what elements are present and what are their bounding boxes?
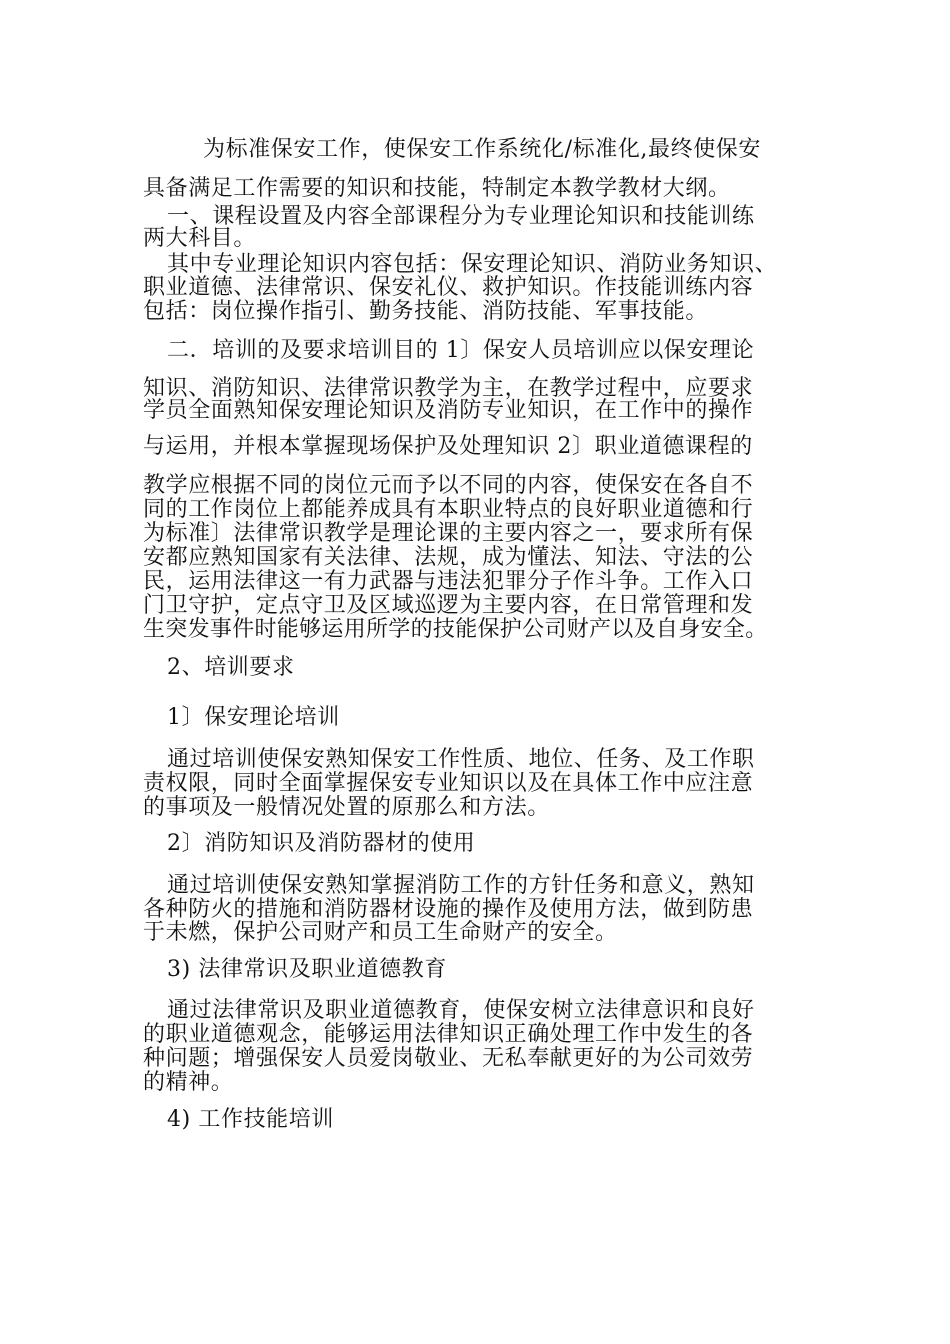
- intro-line-2: 具备满足工作需要的知识和技能，特制定本教学教材大纲。: [143, 176, 731, 201]
- theory-line-1: 其中专业理论知识内容包括：保安理论知识、消防业务知识、: [167, 252, 778, 277]
- section-two-line-9: 民，运用法律这一有力武器与违法犯罪分子作斗争。工作入口: [143, 569, 754, 594]
- section-two-line-2: 知识、消防知识、法律常识教学为主，在教学过程中，应要求: [143, 376, 754, 401]
- item1-line-3: 的事项及一般情况处置的原那么和方法。: [143, 795, 550, 820]
- section-two-line-3: 学员全面熟知保安理论知识及消防专业知识，在工作中的操作: [143, 398, 754, 423]
- item1-line-2: 责权限，同时全面掌握保安专业知识以及在具体工作中应注意: [143, 771, 754, 796]
- item2-line-2: 各种防火的措施和消防器材设施的操作及使用方法，做到防患: [143, 897, 754, 922]
- section-one-line-1: 一、课程设置及内容全部课程分为专业理论知识和技能训练: [167, 204, 755, 229]
- item3-line-1: 通过法律常识及职业道德教育，使保安树立法律意识和良好: [167, 998, 755, 1023]
- requirements-heading: 2、培训要求: [167, 655, 295, 680]
- item2-heading: 2〕消防知识及消防器材的使用: [167, 831, 476, 856]
- section-one-line-2: 两大科目。: [143, 226, 257, 251]
- item4-heading: 4) 工作技能培训: [167, 1107, 334, 1132]
- item1-heading: 1〕保安理论培训: [167, 705, 340, 730]
- section-two-line-11: 生突发事件时能够运用所学的技能保护公司财产以及自身安全。: [143, 617, 768, 642]
- item2-line-1: 通过培训使保安熟知掌握消防工作的方针任务和意义，熟知: [167, 873, 755, 898]
- section-two-line-10: 门卫守护，定点守卫及区域巡逻为主要内容，在日常管理和发: [143, 593, 754, 618]
- item3-line-2: 的职业道德观念，能够运用法律知识正确处理工作中发生的各: [143, 1022, 754, 1047]
- section-two-line-5: 教学应根据不同的岗位元而予以不同的内容，使保安在各自不: [143, 473, 754, 498]
- theory-line-2: 职业道德、法律常识、保安礼仪、救护知识。作技能训练内容: [143, 275, 754, 300]
- item2-line-3: 于未燃，保护公司财产和员工生命财产的安全。: [143, 920, 618, 945]
- item1-line-1: 通过培训使保安熟知保安工作性质、地位、任务、及工作职: [167, 747, 755, 772]
- section-two-line-7: 为标准〕法律常识教学是理论课的主要内容之一，要求所有保: [143, 521, 754, 546]
- item3-heading: 3) 法律常识及职业道德教育: [167, 957, 447, 982]
- theory-line-3: 包括：岗位操作指引、勤务技能、消防技能、军事技能。: [143, 299, 709, 324]
- section-two-line-4: 与运用，并根本掌握现场保护及处理知识 2〕职业道德课程的: [143, 434, 753, 459]
- section-two-line-8: 安都应熟知国家有关法律、法规，成为懂法、知法、守法的公: [143, 545, 754, 570]
- intro-line-1: 为标准保安工作，使保安工作系统化/标准化,最终使保安: [203, 137, 762, 162]
- item3-line-4: 的精神。: [143, 1070, 234, 1095]
- item3-line-3: 种问题；增强保安人员爱岗敬业、无私奉献更好的为公司效劳: [143, 1046, 754, 1071]
- section-two-line-6: 同的工作岗位上都能养成具有本职业特点的良好职业道德和行: [143, 497, 754, 522]
- section-two-line-1: 二．培训的及要求培训目的 1〕保安人员培训应以保安理论: [167, 338, 755, 363]
